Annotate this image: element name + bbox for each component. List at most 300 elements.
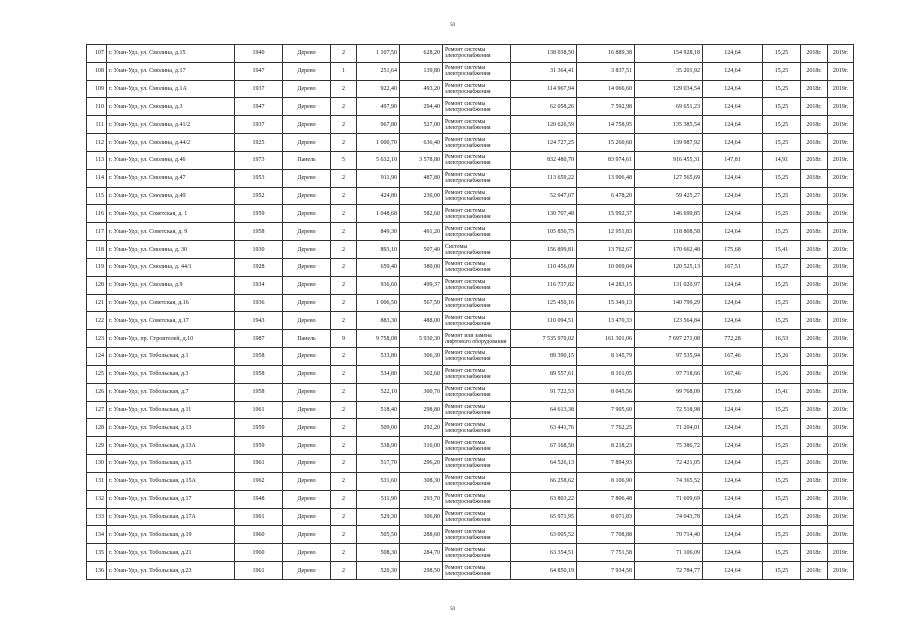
cell-cost-fund: 156 899,81 <box>511 241 577 259</box>
cell-wall-material: Дерево <box>283 187 331 205</box>
cell-living-area: 507,40 <box>400 241 443 259</box>
cell-cost-other: 8 218,23 <box>577 437 635 455</box>
cell-cost-other: 7 708,88 <box>577 526 635 544</box>
cell-wall-material: Дерево <box>283 312 331 330</box>
cell-cost-total: 118 808,58 <box>635 223 703 241</box>
cell-unit-cost-other: 15,25 <box>763 544 801 562</box>
cell-cost-total: 170 662,48 <box>635 241 703 259</box>
cell-cost-fund: 110 456,09 <box>511 258 577 276</box>
cell-plan-start: 2018г. <box>801 490 828 508</box>
cell-total-area: 497,90 <box>357 98 400 116</box>
cell-plan-start: 2018г. <box>801 151 828 169</box>
cell-address: г. Улан-Удэ, ул. Тобольская, д.13А <box>107 437 235 455</box>
cell-wall-material: Дерево <box>283 116 331 134</box>
cell-work-type: Ремонт системы электроснабжения <box>443 401 511 419</box>
table-row <box>87 45 854 63</box>
cell-unit-cost-other: 15,25 <box>763 455 801 473</box>
cell-build-year: 1952 <box>235 187 283 205</box>
cell-plan-end: 2019г. <box>828 151 854 169</box>
cell-plan-end: 2019г. <box>828 312 854 330</box>
cell-plan-end: 2019г. <box>828 526 854 544</box>
cell-unit-cost: 124,64 <box>703 562 763 580</box>
cell-build-year: 1958 <box>235 365 283 383</box>
table-row <box>87 80 854 98</box>
table-row <box>87 490 854 508</box>
cell-work-type: Ремонт или замена лифтового оборудования <box>443 330 511 348</box>
cell-cost-other: 8 161,05 <box>577 365 635 383</box>
cell-build-year: 1958 <box>235 223 283 241</box>
cell-work-type: Ремонт системы электроснабжения <box>443 383 511 401</box>
cell-plan-end: 2019г. <box>828 294 854 312</box>
cell-build-year: 1936 <box>235 294 283 312</box>
cell-work-type: Системы электроснабжения <box>443 241 511 259</box>
cell-cost-other: 15 349,13 <box>577 294 635 312</box>
cell-cost-total: 59 425,27 <box>635 187 703 205</box>
cell-living-area: 302,60 <box>400 365 443 383</box>
cell-plan-start: 2018г. <box>801 330 828 348</box>
cell-cost-fund: 63 441,76 <box>511 419 577 437</box>
cell-address: г. Улан-Удэ, ул. Тобольская, д.17А <box>107 508 235 526</box>
cell-total-area: 967,80 <box>357 116 400 134</box>
cell-row-number: 108 <box>87 62 107 80</box>
cell-total-area: 1 006,50 <box>357 294 400 312</box>
cell-total-area: 922,40 <box>357 80 400 98</box>
cell-cost-total: 146 699,85 <box>635 205 703 223</box>
cell-cost-other: 83 974,61 <box>577 151 635 169</box>
cell-plan-end: 2019г. <box>828 45 854 63</box>
cell-cost-other: 15 992,37 <box>577 205 635 223</box>
cell-row-number: 129 <box>87 437 107 455</box>
cell-plan-start: 2018г. <box>801 45 828 63</box>
cell-cost-other: 7 894,93 <box>577 455 635 473</box>
table-row <box>87 348 854 366</box>
cell-cost-other: 8 045,56 <box>577 383 635 401</box>
table-row <box>87 455 854 473</box>
cell-work-type: Ремонт системы электроснабжения <box>443 437 511 455</box>
cell-plan-start: 2018г. <box>801 294 828 312</box>
cell-plan-start: 2018г. <box>801 348 828 366</box>
cell-wall-material: Дерево <box>283 45 331 63</box>
cell-living-area: 493,20 <box>400 80 443 98</box>
cell-unit-cost: 124,64 <box>703 62 763 80</box>
cell-wall-material: Дерево <box>283 205 331 223</box>
cell-cost-fund: 89 390,15 <box>511 348 577 366</box>
cell-cost-other: 13 906,48 <box>577 169 635 187</box>
cell-row-number: 135 <box>87 544 107 562</box>
cell-plan-end: 2019г. <box>828 134 854 152</box>
cell-wall-material: Дерево <box>283 401 331 419</box>
cell-plan-end: 2019г. <box>828 169 854 187</box>
cell-work-type: Ремонт системы электроснабжения <box>443 490 511 508</box>
cell-plan-start: 2018г. <box>801 419 828 437</box>
cell-cost-other: 3 837,51 <box>577 62 635 80</box>
cell-wall-material: Дерево <box>283 223 331 241</box>
cell-cost-other: 16 889,38 <box>577 45 635 63</box>
cell-total-area: 518,40 <box>357 401 400 419</box>
cell-row-number: 118 <box>87 241 107 259</box>
cell-build-year: 1961 <box>235 562 283 580</box>
cell-cost-fund: 64 613,38 <box>511 401 577 419</box>
cell-total-area: 508,30 <box>357 544 400 562</box>
cell-cost-fund: 66 258,62 <box>511 472 577 490</box>
cell-living-area: 5 930,30 <box>400 330 443 348</box>
cell-wall-material: Дерево <box>283 98 331 116</box>
cell-cost-fund: 64 526,13 <box>511 455 577 473</box>
cell-cost-total: 97 718,66 <box>635 365 703 383</box>
cell-cost-other: 14 066,60 <box>577 80 635 98</box>
cell-cost-fund: 65 971,95 <box>511 508 577 526</box>
cell-total-area: 505,50 <box>357 526 400 544</box>
cell-unit-cost: 124,64 <box>703 455 763 473</box>
cell-cost-total: 127 565,69 <box>635 169 703 187</box>
cell-row-number: 109 <box>87 80 107 98</box>
cell-row-number: 112 <box>87 134 107 152</box>
cell-unit-cost-other: 15,25 <box>763 472 801 490</box>
table-row <box>87 276 854 294</box>
cell-floors: 2 <box>331 205 357 223</box>
cell-row-number: 120 <box>87 276 107 294</box>
cell-cost-total: 154 928,18 <box>635 45 703 63</box>
table-row <box>87 62 854 80</box>
cell-cost-fund: 130 707,48 <box>511 205 577 223</box>
cell-unit-cost-other: 16,53 <box>763 330 801 348</box>
cell-address: г. Улан-Удэ, ул. Смолина, д.15 <box>107 45 235 63</box>
cell-row-number: 117 <box>87 223 107 241</box>
cell-floors: 2 <box>331 401 357 419</box>
cell-cost-fund: 63 005,52 <box>511 526 577 544</box>
cell-address: г. Улан-Удэ, ул. Тобольская, д.19 <box>107 526 235 544</box>
cell-floors: 2 <box>331 437 357 455</box>
cell-total-area: 1 048,68 <box>357 205 400 223</box>
cell-plan-end: 2019г. <box>828 562 854 580</box>
cell-plan-start: 2018г. <box>801 169 828 187</box>
cell-address: г. Улан-Удэ, ул. Смолина, д. 30 <box>107 241 235 259</box>
cell-cost-total: 71 106,09 <box>635 544 703 562</box>
cell-plan-end: 2019г. <box>828 276 854 294</box>
cell-address: г. Улан-Удэ, ул. Тобольская, д.15 <box>107 455 235 473</box>
cell-floors: 2 <box>331 348 357 366</box>
cell-row-number: 132 <box>87 490 107 508</box>
cell-plan-start: 2018г. <box>801 544 828 562</box>
cell-address: г. Улан-Удэ, пр. Строителей, д.10 <box>107 330 235 348</box>
cell-cost-total: 97 535,94 <box>635 348 703 366</box>
cell-wall-material: Дерево <box>283 276 331 294</box>
cell-cost-other: 7 934,58 <box>577 562 635 580</box>
cell-row-number: 119 <box>87 258 107 276</box>
cell-work-type: Ремонт системы электроснабжения <box>443 169 511 187</box>
table-row <box>87 544 854 562</box>
cell-unit-cost-other: 15,25 <box>763 45 801 63</box>
cell-total-area: 424,80 <box>357 187 400 205</box>
cell-wall-material: Дерево <box>283 383 331 401</box>
cell-plan-end: 2019г. <box>828 205 854 223</box>
cell-address: г. Улан-Удэ, ул. Советская, д. 9 <box>107 223 235 241</box>
cell-unit-cost-other: 15,25 <box>763 205 801 223</box>
cell-row-number: 115 <box>87 187 107 205</box>
cell-unit-cost-other: 15,25 <box>763 116 801 134</box>
cell-work-type: Ремонт системы электроснабжения <box>443 312 511 330</box>
cell-total-area: 509,00 <box>357 419 400 437</box>
cell-cost-total: 72 784,77 <box>635 562 703 580</box>
cell-cost-total: 74 365,52 <box>635 472 703 490</box>
cell-unit-cost-other: 15,25 <box>763 490 801 508</box>
cell-living-area: 636,40 <box>400 134 443 152</box>
cell-unit-cost: 167,51 <box>703 258 763 276</box>
cell-work-type: Ремонт системы электроснабжения <box>443 472 511 490</box>
cell-work-type: Ремонт системы электроснабжения <box>443 365 511 383</box>
cell-unit-cost-other: 15,26 <box>763 365 801 383</box>
cell-living-area: 296,20 <box>400 455 443 473</box>
cell-cost-total: 99 768,09 <box>635 383 703 401</box>
cell-total-area: 522,10 <box>357 383 400 401</box>
cell-row-number: 116 <box>87 205 107 223</box>
cell-living-area: 499,37 <box>400 276 443 294</box>
cell-wall-material: Дерево <box>283 80 331 98</box>
cell-cost-total: 70 714,40 <box>635 526 703 544</box>
cell-plan-start: 2018г. <box>801 472 828 490</box>
cell-plan-end: 2019г. <box>828 455 854 473</box>
cell-plan-end: 2019г. <box>828 419 854 437</box>
table-row <box>87 437 854 455</box>
cell-floors: 2 <box>331 455 357 473</box>
cell-total-area: 9 758,08 <box>357 330 400 348</box>
cell-build-year: 1937 <box>235 116 283 134</box>
cell-address: г. Улан-Удэ, ул. Смолина, д.49 <box>107 187 235 205</box>
cell-living-area: 306,80 <box>400 508 443 526</box>
cell-address: г. Улан-Удэ, ул. Смолина, д.44/2 <box>107 134 235 152</box>
cell-unit-cost: 124,64 <box>703 294 763 312</box>
cell-address: г. Улан-Удэ, ул. Смолина, д.46 <box>107 151 235 169</box>
cell-living-area: 284,70 <box>400 544 443 562</box>
cell-row-number: 125 <box>87 365 107 383</box>
cell-unit-cost-other: 15,25 <box>763 562 801 580</box>
cell-row-number: 123 <box>87 330 107 348</box>
cell-floors: 2 <box>331 45 357 63</box>
cell-plan-start: 2018г. <box>801 383 828 401</box>
cell-address: г. Улан-Удэ, ул. Советская, д. 1 <box>107 205 235 223</box>
table-body <box>87 45 854 580</box>
cell-total-area: 883,30 <box>357 312 400 330</box>
cell-plan-start: 2018г. <box>801 365 828 383</box>
cell-cost-total: 135 385,54 <box>635 116 703 134</box>
cell-cost-other: 8 145,79 <box>577 348 635 366</box>
cell-wall-material: Дерево <box>283 134 331 152</box>
cell-cost-total: 123 564,84 <box>635 312 703 330</box>
cell-plan-end: 2019г. <box>828 490 854 508</box>
cell-plan-end: 2019г. <box>828 223 854 241</box>
cell-build-year: 1959 <box>235 205 283 223</box>
cell-wall-material: Дерево <box>283 241 331 259</box>
cell-unit-cost-other: 15,41 <box>763 383 801 401</box>
cell-work-type: Ремонт системы электроснабжения <box>443 544 511 562</box>
cell-cost-total: 72 518,98 <box>635 401 703 419</box>
cell-unit-cost: 124,64 <box>703 544 763 562</box>
cell-unit-cost: 124,64 <box>703 526 763 544</box>
cell-floors: 2 <box>331 98 357 116</box>
cell-plan-end: 2019г. <box>828 348 854 366</box>
cell-unit-cost-other: 15,25 <box>763 62 801 80</box>
cell-address: г. Улан-Удэ, ул. Смолина, д.3 <box>107 98 235 116</box>
cell-build-year: 1940 <box>235 45 283 63</box>
cell-address: г. Улан-Удэ, ул. Тобольская, д.21 <box>107 544 235 562</box>
cell-address: г. Улан-Удэ, ул. Советская, д.16 <box>107 294 235 312</box>
cell-floors: 5 <box>331 151 357 169</box>
cell-plan-end: 2019г. <box>828 98 854 116</box>
cell-cost-other: 12 951,83 <box>577 223 635 241</box>
cell-cost-total: 71 204,01 <box>635 419 703 437</box>
cell-build-year: 1937 <box>235 80 283 98</box>
cell-cost-other: 13 762,67 <box>577 241 635 259</box>
cell-cost-other: 7 905,60 <box>577 401 635 419</box>
cell-floors: 2 <box>331 508 357 526</box>
cell-plan-end: 2019г. <box>828 401 854 419</box>
cell-plan-start: 2018г. <box>801 276 828 294</box>
cell-floors: 2 <box>331 490 357 508</box>
cell-wall-material: Дерево <box>283 437 331 455</box>
cell-cost-total: 120 525,13 <box>635 258 703 276</box>
cell-unit-cost: 124,64 <box>703 437 763 455</box>
cell-living-area: 582,60 <box>400 205 443 223</box>
cell-total-area: 911,90 <box>357 169 400 187</box>
cell-plan-end: 2019г. <box>828 241 854 259</box>
cell-build-year: 1943 <box>235 312 283 330</box>
cell-work-type: Ремонт системы электроснабжения <box>443 455 511 473</box>
cell-work-type: Ремонт системы электроснабжения <box>443 134 511 152</box>
cell-total-area: 533,80 <box>357 348 400 366</box>
cell-work-type: Ремонт системы электроснабжения <box>443 80 511 98</box>
cell-build-year: 1925 <box>235 134 283 152</box>
cell-cost-total: 69 651,23 <box>635 98 703 116</box>
cell-total-area: 511,90 <box>357 490 400 508</box>
cell-cost-total: 139 987,92 <box>635 134 703 152</box>
cell-unit-cost-other: 14,91 <box>763 151 801 169</box>
cell-floors: 1 <box>331 62 357 80</box>
cell-build-year: 1947 <box>235 62 283 80</box>
cell-cost-total: 7 697 271,08 <box>635 330 703 348</box>
cell-total-area: 893,10 <box>357 241 400 259</box>
cell-plan-start: 2018г. <box>801 437 828 455</box>
cell-cost-fund: 832 480,70 <box>511 151 577 169</box>
cell-living-area: 487,80 <box>400 169 443 187</box>
cell-row-number: 110 <box>87 98 107 116</box>
cell-plan-start: 2018г. <box>801 80 828 98</box>
cell-floors: 2 <box>331 241 357 259</box>
cell-build-year: 1960 <box>235 544 283 562</box>
cell-plan-start: 2018г. <box>801 455 828 473</box>
cell-living-area: 306,30 <box>400 348 443 366</box>
cell-build-year: 1962 <box>235 472 283 490</box>
cell-unit-cost: 175,68 <box>703 383 763 401</box>
cell-cost-fund: 31 364,41 <box>511 62 577 80</box>
table-row <box>87 205 854 223</box>
cell-cost-other: 7 806,48 <box>577 490 635 508</box>
table-row <box>87 258 854 276</box>
cell-cost-other: 10 069,04 <box>577 258 635 276</box>
cell-living-area: 288,60 <box>400 526 443 544</box>
cell-living-area: 298,80 <box>400 401 443 419</box>
cell-unit-cost-other: 15,41 <box>763 241 801 259</box>
cell-living-area: 3 578,80 <box>400 151 443 169</box>
cell-build-year: 1959 <box>235 419 283 437</box>
cell-wall-material: Дерево <box>283 258 331 276</box>
cell-cost-total: 75 386,72 <box>635 437 703 455</box>
cell-floors: 2 <box>331 544 357 562</box>
cell-cost-fund: 89 557,61 <box>511 365 577 383</box>
cell-living-area: 628,20 <box>400 45 443 63</box>
cell-work-type: Ремонт системы электроснабжения <box>443 258 511 276</box>
cell-cost-other: 15 260,68 <box>577 134 635 152</box>
cell-address: г. Улан-Удэ, ул. Смолина, д.9 <box>107 276 235 294</box>
cell-wall-material: Дерево <box>283 365 331 383</box>
cell-cost-fund: 7 535 970,02 <box>511 330 577 348</box>
cell-plan-end: 2019г. <box>828 62 854 80</box>
table-row <box>87 526 854 544</box>
cell-cost-fund: 120 626,59 <box>511 116 577 134</box>
cell-total-area: 936,60 <box>357 276 400 294</box>
cell-total-area: 659,40 <box>357 258 400 276</box>
table-row <box>87 508 854 526</box>
cell-build-year: 1953 <box>235 169 283 187</box>
cell-living-area: 491,20 <box>400 223 443 241</box>
cell-unit-cost: 124,64 <box>703 187 763 205</box>
cell-floors: 2 <box>331 383 357 401</box>
page-number-bottom: 50 <box>450 607 455 612</box>
cell-floors: 2 <box>331 258 357 276</box>
cell-floors: 2 <box>331 472 357 490</box>
cell-cost-other: 7 762,25 <box>577 419 635 437</box>
cell-address: г. Улан-Удэ, ул. Тобольская, д.15А <box>107 472 235 490</box>
cell-unit-cost: 124,64 <box>703 312 763 330</box>
table-row <box>87 134 854 152</box>
cell-cost-other: 14 283,15 <box>577 276 635 294</box>
cell-work-type: Ремонт системы электроснабжения <box>443 419 511 437</box>
table-row <box>87 419 854 437</box>
cell-build-year: 1930 <box>235 241 283 259</box>
cell-address: г. Улан-Удэ, ул. Тобольская, д.7 <box>107 383 235 401</box>
cell-unit-cost: 772,28 <box>703 330 763 348</box>
cell-plan-end: 2019г. <box>828 258 854 276</box>
cell-living-area: 293,70 <box>400 490 443 508</box>
cell-cost-total: 72 421,05 <box>635 455 703 473</box>
cell-total-area: 529,30 <box>357 508 400 526</box>
cell-floors: 2 <box>331 276 357 294</box>
cell-work-type: Ремонт системы электроснабжения <box>443 98 511 116</box>
cell-unit-cost-other: 15,25 <box>763 187 801 205</box>
cell-plan-start: 2018г. <box>801 526 828 544</box>
cell-floors: 2 <box>331 223 357 241</box>
cell-work-type: Ремонт системы электроснабжения <box>443 62 511 80</box>
cell-row-number: 122 <box>87 312 107 330</box>
cell-address: г. Улан-Удэ, ул. Смолина, д.1А <box>107 80 235 98</box>
cell-cost-other: 161 301,06 <box>577 330 635 348</box>
cell-floors: 2 <box>331 187 357 205</box>
cell-total-area: 849,30 <box>357 223 400 241</box>
cell-living-area: 294,40 <box>400 98 443 116</box>
cell-unit-cost: 124,64 <box>703 508 763 526</box>
table-row <box>87 365 854 383</box>
cell-cost-fund: 138 038,50 <box>511 45 577 63</box>
cell-unit-cost-other: 15,25 <box>763 526 801 544</box>
cell-unit-cost: 175,68 <box>703 241 763 259</box>
cell-plan-end: 2019г. <box>828 472 854 490</box>
cell-row-number: 114 <box>87 169 107 187</box>
cell-address: г. Улан-Удэ, ул. Смолина, д.17 <box>107 62 235 80</box>
table-row <box>87 472 854 490</box>
table-row <box>87 241 854 259</box>
cell-address: г. Улан-Удэ, ул. Тобольская, д.3 <box>107 365 235 383</box>
cell-unit-cost-other: 15,25 <box>763 80 801 98</box>
cell-cost-total: 916 455,31 <box>635 151 703 169</box>
